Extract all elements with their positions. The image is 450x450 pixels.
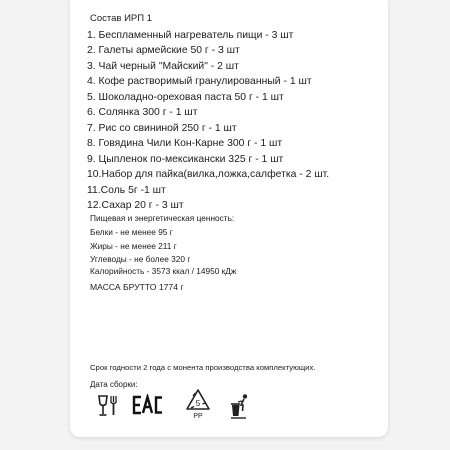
list-item: 3. Чай черный "Майский" - 2 шт xyxy=(87,60,239,72)
nutrition-fat: Жиры - не менее 211 г xyxy=(90,240,177,251)
list-item: 8. Говядина Чили Кон-Карне 300 г - 1 шт xyxy=(87,138,283,150)
list-item: 9. Цыпленок по-мексикански 325 г - 1 шт xyxy=(87,153,284,165)
eac-icon xyxy=(132,394,164,416)
contents-list xyxy=(87,28,329,213)
trash-bin-icon xyxy=(228,393,250,419)
label-card xyxy=(70,0,388,437)
list-item: 11.Соль 5г -1 шт xyxy=(87,184,166,196)
glass-fork-icon xyxy=(97,394,119,418)
nutrition-protein: Белки - не менее 95 г xyxy=(90,227,173,237)
list-item: 10.Набор для пайка(вилка,ложка,салфетка - 2 шт. xyxy=(87,169,330,181)
list-item: 12.Сахар 20 г - 3 шт xyxy=(87,199,184,211)
calories-line: Калорийность - 3573 ккал / 14950 кДж xyxy=(90,266,237,276)
recycle-code: PP xyxy=(193,413,203,420)
recycle-pp-icon xyxy=(183,387,213,421)
list-item: 1. Беспламенный нагреватель пищи - 3 шт xyxy=(87,30,294,41)
nutrition-carbs: Углеводы - не более 320 г xyxy=(90,254,191,264)
list-item: 7. Рис со свининой 250 г - 1 шт xyxy=(87,122,237,134)
list-item: 6. Солянка 300 г - 1 шт xyxy=(87,107,198,119)
production-date-label: Дата сборки: xyxy=(90,380,138,389)
nutrition-title: Пищевая и энергетическая ценность: xyxy=(90,213,235,223)
list-item: 4. Кофе растворимый гранулированный - 1 шт xyxy=(87,76,312,88)
list-item: 5. Шоколадно-ореховая паста 50 г - 1 шт xyxy=(87,91,284,103)
nutrition-list xyxy=(90,226,190,267)
list-item: 2. Галеты армейские 50 г - 3 шт xyxy=(87,45,240,57)
recycle-number: 5 xyxy=(195,399,201,408)
ration-title: Состав ИРП 1 xyxy=(90,13,153,24)
shelf-life: Срок годности 2 года с монента производства комплектующих. xyxy=(90,363,316,372)
gross-mass: МАССА БРУТТО 1774 г xyxy=(90,282,184,292)
